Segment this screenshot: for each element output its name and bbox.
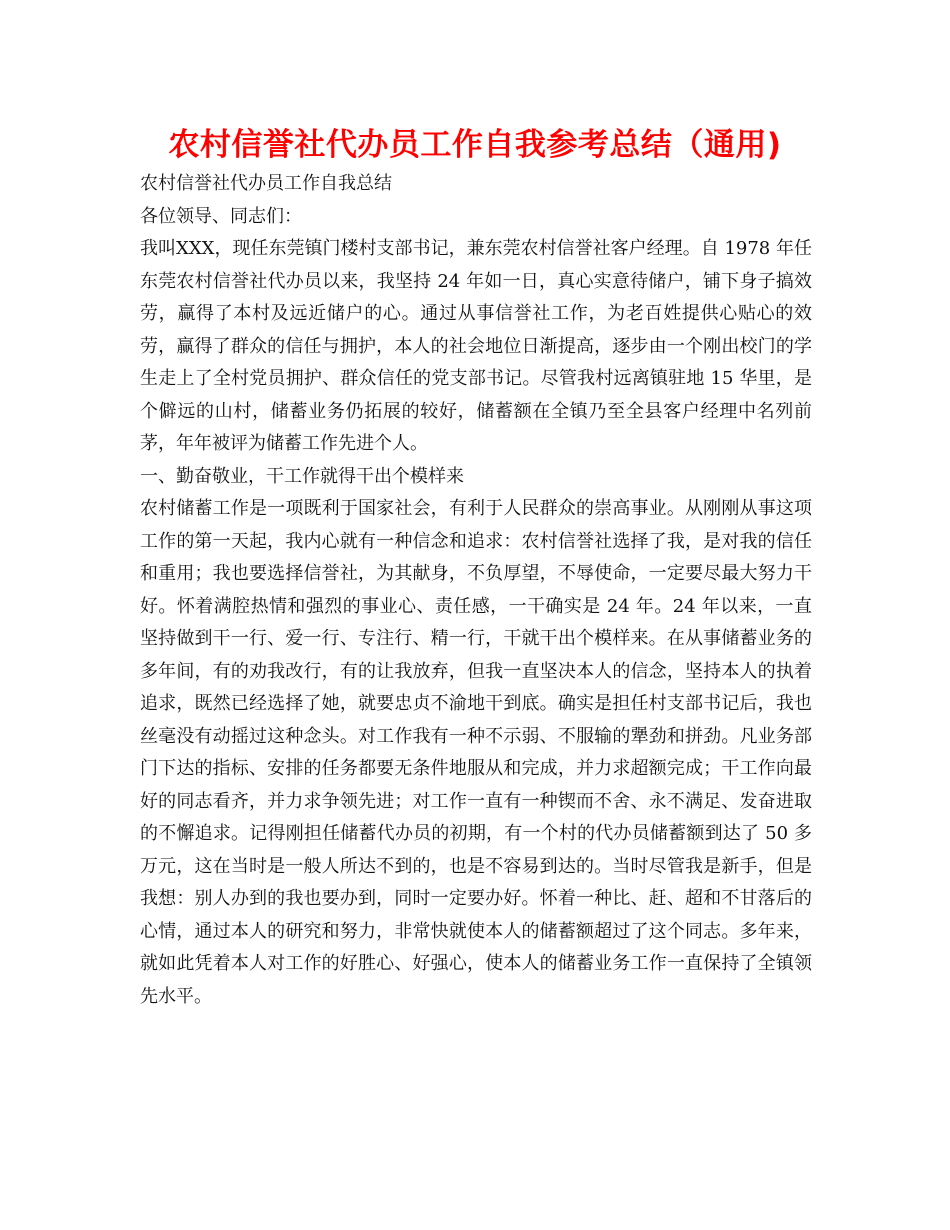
salutation: 各位领导、同志们： [140,205,302,227]
paragraph-section-1: 农村储蓄工作是一项既利于国家社会，有利于人民群众的崇高事业。从刚刚从事这项工作的第一天起，我内心就有一种信念和追求：农村信誉社选择了我，是对我的信任和重用；我也要选择信誉社，为其献身，不负厚望，不辱使命，一定要尽最大努力干好。怀着满腔热情和强烈的事业心、责任感，一干确实是 24 年。24 年以来，一直坚持做到干一行、爱一行、专注行、精一行，干就干出个模样来。在从事储蓄业务的多年间，有的劝我改行，有的让我放弃，但我一直坚决本人的信念，坚持本人的执着追求，既然已经选择了她，就要忠贞不渝地干到底。确实是担任村支部书记后，我也丝毫没有动摇过这种念头。对工作我有一种不示弱、不服输的犟劲和拼劲。凡业务部门下达的指标、安排的任务都要无条件地服从和完成，并力求超额完成；干工作向最好的同志看齐，并力求争领先进；对工作一直有一种锲而不舍、永不满足、发奋进取的不懈追求。记得刚担任储蓄代办员的初期，有一个村的代办员储蓄额到达了 50 多万元，这在当时是一般人所达不到的，也是不容易到达的。当时尽管我是新手，但是我想：别人办到的我也要办到，同时一定要办好。怀着一种比、赶、超和不甘落后的心情，通过本人的研究和努力，非常快就使本人的储蓄额超过了这个同志。多年来，就如此凭着本人对工作的好胜心、好强心，使本人的储蓄业务工作一直保持了全镇领先水平。 [140,498,812,1007]
document-subtitle: 农村信誉社代办员工作自我总结 [140,173,392,194]
document-title: 农村信誉社代办员工作自我参考总结（通用) [168,127,782,163]
section-heading-1: 一、勤奋敬业，干工作就得干出个模样来 [140,465,464,487]
document-body [140,168,812,1013]
paragraph-intro: 我叫XXX，现任东莞镇门楼村支部书记，兼东莞农村信誉社客户经理。自 1978 年任东莞农村信誉社代办员以来，我坚持 24 年如一日，真心实意待储户，铺下身子搞效劳，赢得了本村及远近储户的心。通过从事信誉社工作，为老百姓提供心贴心的效劳，赢得了群众的信任与拥护，本人的社会地位日渐提高，逐步由一个刚出校门的学生走上了全村党员拥护、群众信任的党支部书记。尽管我村远离镇驻地 15 华里，是个僻远的山村，储蓄业务仍拓展的较好，储蓄额在全镇乃至全县客户经理中名列前茅，年年被评为储蓄工作先进个人。 [140,238,812,454]
